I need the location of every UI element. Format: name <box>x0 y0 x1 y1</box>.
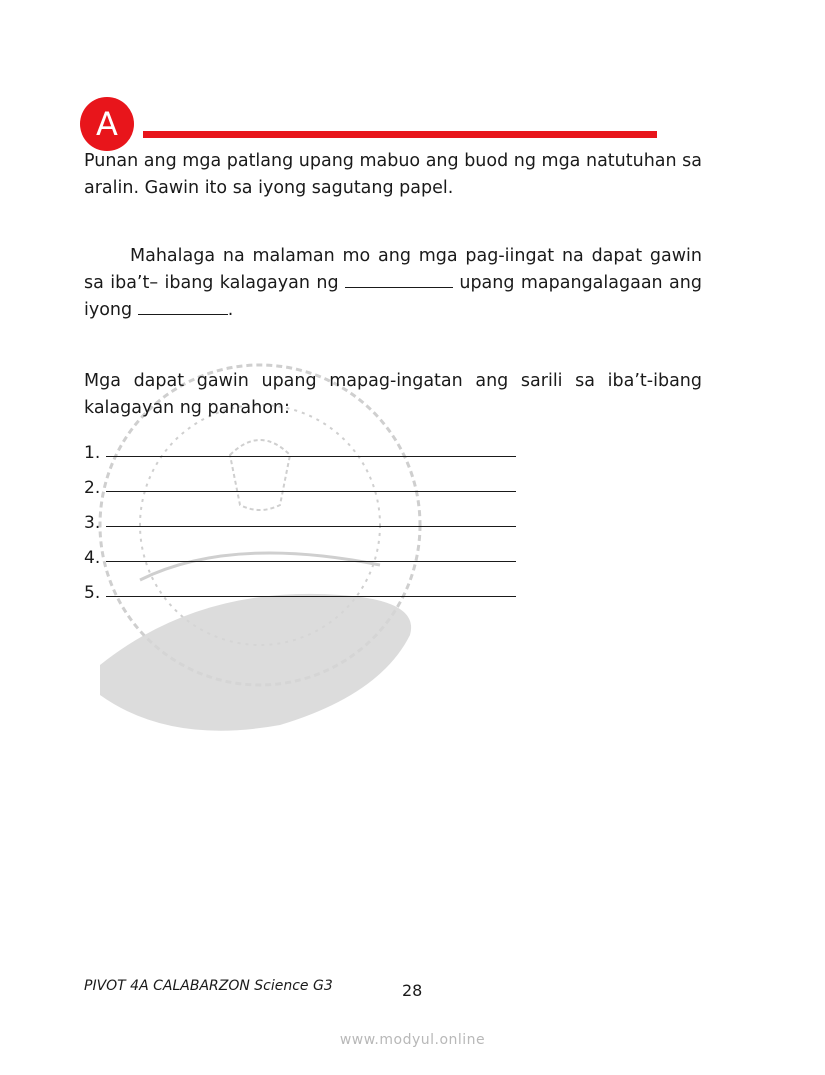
instructions-text: Punan ang mga patlang upang mabuo ang buod ng mga natutuhan sa aralin. Gawin ito sa iyong sagutang papel. <box>84 151 703 198</box>
footer-course-label: PIVOT 4A CALABARZON Science G3 <box>84 978 333 994</box>
list-item-number: 3. <box>84 513 101 533</box>
site-url: www.modyul.online <box>339 1032 486 1048</box>
answer-line <box>106 576 516 597</box>
list-item-number: 5. <box>84 583 101 603</box>
answer-list <box>84 428 516 603</box>
list-item-number: 1. <box>84 443 101 463</box>
section-a-badge: A <box>80 97 134 151</box>
list-item <box>84 568 516 603</box>
list-item <box>84 498 516 533</box>
answer-line <box>106 541 516 562</box>
answer-blank-1 <box>345 273 453 288</box>
page-number: 28 <box>402 981 423 1000</box>
summary-text-part1: Mahalaga na malaman mo ang mga pag-iingat na dapat gawin sa iba’t– ibang kalagayan ng <box>84 246 702 293</box>
list-item <box>84 533 516 568</box>
list-item <box>84 428 516 463</box>
summary-paragraph <box>84 243 702 324</box>
section-header-rule <box>143 131 657 138</box>
list-intro-text: Mga dapat gawin upang mapag-ingatan ang sarili sa iba’t-ibang kalagayan ng panahon: <box>84 371 702 418</box>
list-item-number: 2. <box>84 478 101 498</box>
answer-line <box>106 471 516 492</box>
summary-text-part2: upang mapangalagaan ang iyong <box>84 273 702 320</box>
answer-line <box>106 436 516 457</box>
list-item-number: 4. <box>84 548 101 568</box>
summary-text-part3: . <box>227 300 234 320</box>
answer-line <box>106 506 516 527</box>
list-item <box>84 463 516 498</box>
answer-blank-2 <box>138 300 228 315</box>
